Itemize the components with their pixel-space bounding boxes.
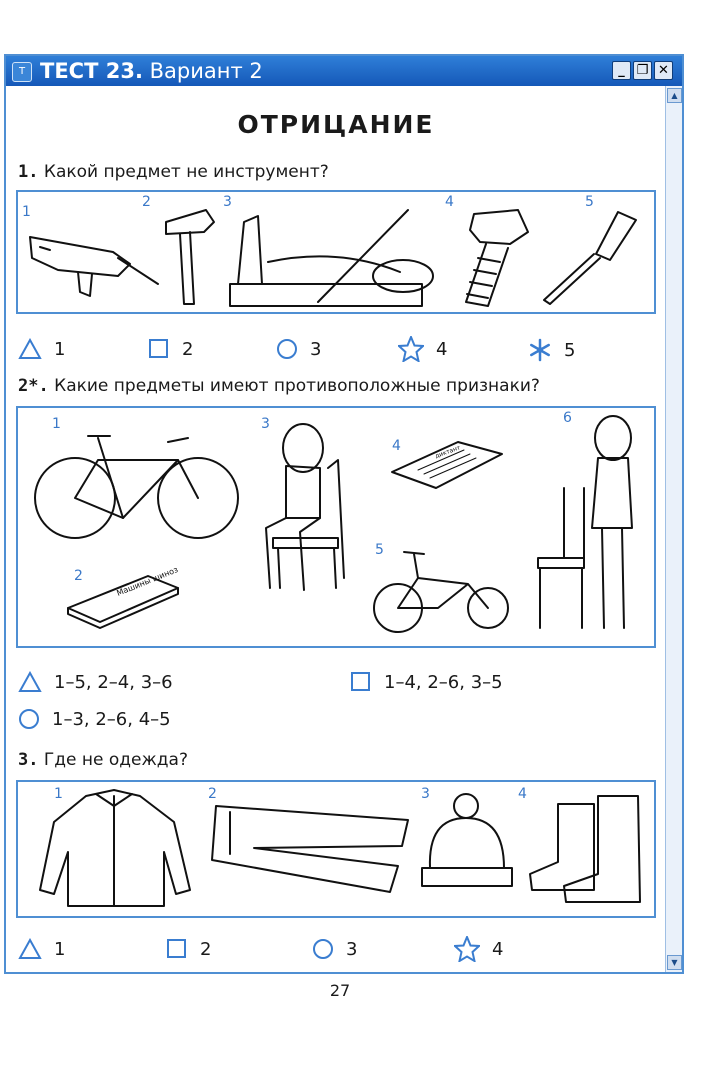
vertical-scrollbar[interactable] [665, 86, 682, 972]
question-1-number: 1. [18, 162, 39, 182]
knitted-hat-icon [422, 794, 512, 886]
girl-standing-by-chair-icon [538, 416, 632, 628]
trousers-icon [212, 806, 408, 892]
screwdriver-icon [544, 212, 636, 304]
window-title-variant: Вариант 2 [149, 59, 263, 83]
plane-tool-icon [230, 210, 433, 306]
triangle-icon [18, 938, 42, 960]
answer-label: 1 [54, 338, 66, 360]
question-1-images [16, 190, 656, 314]
answer-label: 1–4, 2–6, 3–5 [384, 671, 503, 693]
answer-option[interactable] [18, 338, 65, 360]
question-2-number: 2*. [18, 376, 49, 396]
drill-icon [30, 237, 158, 296]
answer-option[interactable] [312, 938, 357, 960]
boots-icon [530, 796, 640, 902]
answer-option[interactable] [398, 336, 447, 362]
answer-label: 2 [200, 938, 212, 960]
test-window [4, 54, 684, 974]
item-number: 4 [518, 786, 527, 802]
small-bicycle-icon [374, 552, 508, 632]
item-number: 5 [375, 542, 384, 558]
app-icon: Т [12, 62, 32, 82]
answer-option[interactable] [350, 671, 503, 693]
item-number: 3 [261, 416, 270, 432]
window-title-test: ТЕСТ 23. [40, 59, 143, 83]
item-number: 2 [142, 194, 151, 210]
question-3 [18, 750, 188, 770]
answer-label: 3 [310, 338, 322, 360]
item-number: 6 [563, 410, 572, 426]
question-2-text: Какие предметы имеют противоположные признаки? [54, 376, 540, 396]
question-1 [18, 162, 329, 182]
question-3-number: 3. [18, 750, 39, 770]
minimize-button[interactable]: _ [612, 61, 631, 80]
scroll-up-arrow-icon[interactable]: ▲ [667, 88, 682, 103]
answer-option[interactable] [166, 938, 211, 960]
square-icon [350, 671, 372, 693]
close-button[interactable]: ✕ [654, 61, 673, 80]
item-number: 2 [74, 568, 83, 584]
answer-option[interactable] [18, 938, 65, 960]
answer-option[interactable] [276, 338, 321, 360]
title-bar[interactable] [6, 56, 682, 86]
circle-icon [18, 708, 40, 730]
item-number: 4 [445, 194, 454, 210]
star-icon [454, 936, 480, 962]
answer-label: 5 [564, 339, 576, 361]
answer-option[interactable] [528, 338, 575, 362]
hammer-icon [166, 210, 214, 304]
book-icon [68, 565, 179, 628]
jacket-icon [40, 790, 190, 906]
question-2-images [16, 406, 656, 648]
restore-button[interactable]: ❐ [633, 61, 652, 80]
circle-icon [312, 938, 334, 960]
answer-label: 4 [436, 338, 448, 360]
triangle-icon [18, 338, 42, 360]
item-number: 1 [52, 416, 61, 432]
paper-sheet-icon [392, 442, 502, 488]
page-content [6, 86, 666, 972]
answer-label: 1–5, 2–4, 3–6 [54, 671, 173, 693]
square-icon [166, 938, 188, 960]
star-icon [398, 336, 424, 362]
bicycle-icon [35, 436, 238, 538]
window-title [40, 59, 263, 83]
question-3-text: Где не одежда? [43, 750, 188, 770]
page-number: 27 [329, 981, 351, 1000]
answer-label: 3 [346, 938, 358, 960]
question-1-text: Какой предмет не инструмент? [43, 162, 329, 182]
answer-option[interactable] [454, 936, 503, 962]
item-number: 3 [223, 194, 232, 210]
circle-icon [276, 338, 298, 360]
item-number: 1 [54, 786, 63, 802]
square-icon [148, 338, 170, 360]
question-3-images [16, 780, 656, 918]
item-number: 4 [392, 438, 401, 454]
item-number: 2 [208, 786, 217, 802]
answer-option[interactable] [18, 708, 171, 730]
girl-sitting-on-chair-icon [266, 424, 344, 590]
page-title: ОТРИЦАНИЕ [237, 110, 435, 139]
snowflake-icon [528, 338, 552, 362]
answer-label: 4 [492, 938, 504, 960]
book-title: Машины шиноз [115, 565, 180, 598]
item-number: 5 [585, 194, 594, 210]
answer-label: 2 [182, 338, 194, 360]
item-number: 1 [22, 204, 31, 220]
triangle-icon [18, 671, 42, 693]
bolt-icon [466, 210, 528, 306]
scroll-down-arrow-icon[interactable]: ▼ [667, 955, 682, 970]
answer-label: 1–3, 2–6, 4–5 [52, 708, 171, 730]
item-number: 3 [421, 786, 430, 802]
answer-label: 1 [54, 938, 66, 960]
answer-option[interactable] [148, 338, 193, 360]
question-2 [18, 376, 540, 396]
sheet-title: диктант [434, 444, 462, 460]
answer-option[interactable] [18, 671, 173, 693]
